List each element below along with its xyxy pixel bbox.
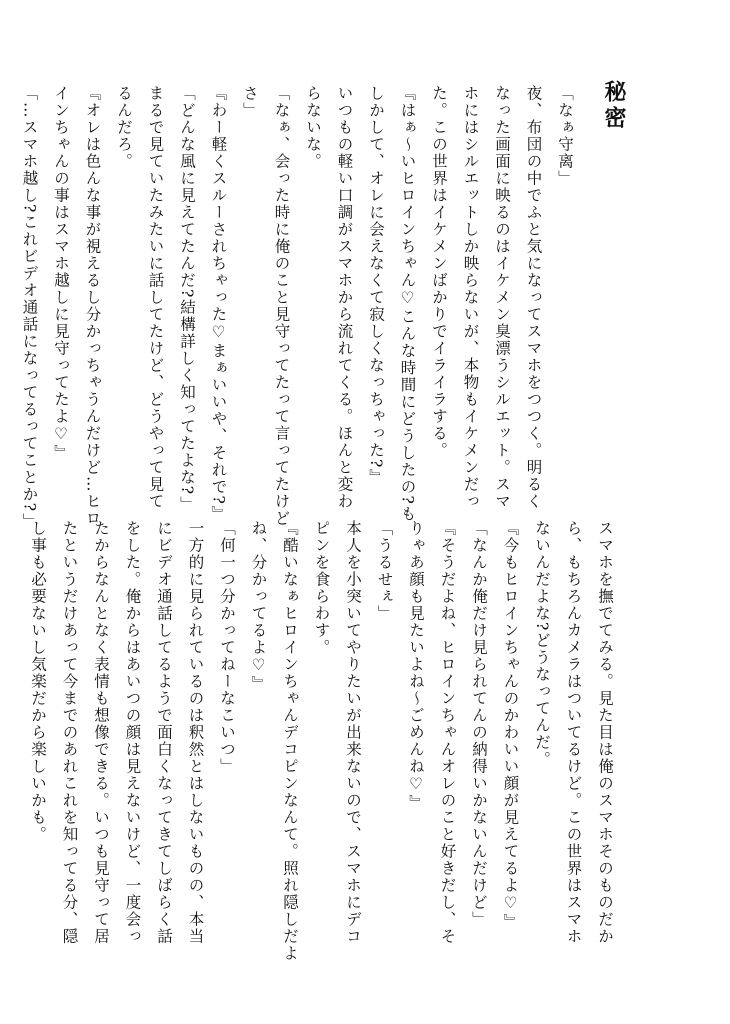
text-line: 一方的に見られているのは釈然とはしないものの、本当 — [186, 520, 205, 945]
text-line: 『わー軽くスルーされちゃった♡まぁいいや、それで?』 — [209, 85, 228, 523]
text-line: 「どんな風に見えてたんだ?結構詳しく知ってたよな?」 — [178, 85, 196, 513]
chapter-title: 秘密 — [601, 80, 627, 132]
text-line: らないな。 — [304, 85, 322, 170]
text-line: 本人を小突いてやりたいが出来ないので、スマホにデコ — [344, 520, 362, 945]
text-line: 『今もヒロインちゃんのかわいい顔が見えてるよ♡』 — [501, 520, 520, 931]
text-line: スマホを撫でてみる。見た目は俺のスマホそのものだか — [596, 520, 614, 945]
text-line: 「何一つ分かってねーなこいつ」 — [218, 520, 236, 775]
text-line: たからなんとなく表情も想像できる。いつも見守って居 — [92, 520, 110, 945]
text-line: ないんだよな?どうなってんだ。 — [533, 520, 551, 768]
text-line: いつもの軽い口調がスマホから流れてくる。ほんと変わ — [335, 85, 354, 510]
text-line: さ」 — [241, 85, 259, 119]
text-line: 『オレは色んな事が視えるし分かっちゃうんだけど…ヒロ — [83, 85, 102, 527]
text-line: 「…スマホ越し?これビデオ通話になってるってことか?」 — [20, 85, 39, 530]
text-line: ホにはシルエットしか映らないが、本物もイケメンだっ — [461, 85, 480, 510]
text-line: るんだろ。 — [115, 85, 133, 170]
text-line: ピンを食らわす。 — [312, 520, 331, 656]
text-block-lower — [22, 520, 621, 962]
text-line: 「なんか俺だけ見られてんの納得いかないんだけど」 — [470, 520, 488, 928]
text-line: なった画面に映るのはイケメン臭漂うシルエット。スマ — [493, 85, 511, 510]
text-line: 『はぁ〜いヒロインちゃん♡こんな時間にどうしたの?も — [398, 85, 417, 523]
text-line: しかして、オレに会えなくて寂しくなっちゃった?』 — [367, 85, 385, 486]
text-block-upper — [13, 85, 580, 530]
text-line: ら、もちろんカメラはついてるけど。この世界はスマホ — [564, 520, 583, 945]
text-line: 「うるせぇ」 — [375, 520, 394, 622]
text-line: 『そうだよね、ヒロインちゃんオレのこと好きだし、そ — [438, 520, 457, 945]
text-line: にビデオ通話してるようで面白くなってきてしばらく話 — [155, 520, 173, 945]
text-line: インちゃんの事はスマホ越しに見守ってたよ♡』 — [52, 85, 70, 462]
text-line: たというだけあって今までのあれこれを知ってる分、隠 — [60, 520, 79, 945]
text-line: 夜、布団の中でふと気になってスマホをつつく。明るく — [524, 85, 543, 510]
text-line: 「なぁ守离」 — [556, 85, 574, 187]
text-line: りゃあ顔も見たいよね〜ごめんね♡』 — [407, 520, 425, 812]
text-line: し事も必要ないし気楽だから楽しいかも。 — [29, 520, 47, 843]
text-line: た。この世界はイケメンばかりでイライラする。 — [430, 85, 448, 459]
text-line: 「なぁ、会った時に俺のこと見守ってたって言ってたけど — [272, 85, 291, 527]
text-line: 『酷いなぁヒロインちゃんデコピンなんて。照れ隠しだよ — [281, 520, 299, 962]
text-line: をした。俺からはあいつの顔は見えないけど、一度会っ — [123, 520, 142, 945]
text-line: まるで見ていたみたいに話してたけど、どうやって見て — [146, 85, 165, 510]
text-line: ね、分かってるよ♡』 — [249, 520, 268, 693]
